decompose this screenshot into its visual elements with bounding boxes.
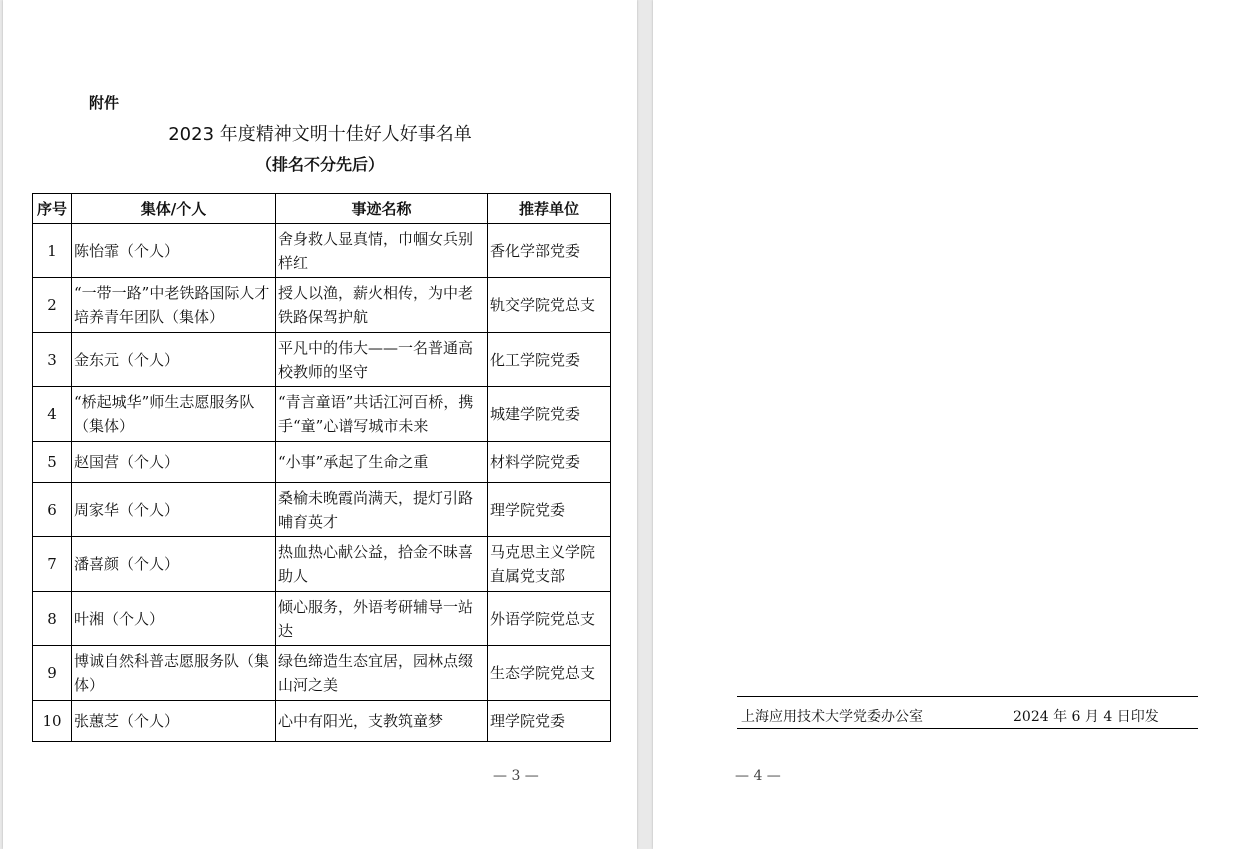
table-row (33, 442, 611, 483)
table-row (33, 224, 611, 278)
row-name: “桥起城华”师生志愿服务队（集体） (72, 387, 276, 442)
row-name: 金东元（个人） (72, 333, 276, 387)
row-no: 10 (33, 701, 72, 742)
table-row (33, 646, 611, 701)
page-number: — 3 — (493, 768, 539, 784)
row-unit: 材料学院党委 (488, 442, 611, 483)
row-name: 博诚自然科普志愿服务队（集体） (72, 646, 276, 701)
table-header-row (33, 194, 611, 224)
table-row (33, 537, 611, 592)
row-no: 1 (33, 224, 72, 278)
table-row (33, 333, 611, 387)
row-no: 4 (33, 387, 72, 442)
row-deed: 绿色缔造生态宜居，园林点缀山河之美 (276, 646, 488, 701)
header-deed: 事迹名称 (276, 194, 488, 224)
row-unit: 马克思主义学院直属党支部 (488, 537, 611, 592)
row-deed: 心中有阳光，支教筑童梦 (276, 701, 488, 742)
row-deed: 热血热心献公益，拾金不昧喜助人 (276, 537, 488, 592)
document-title: 2023 年度精神文明十佳好人好事名单 (168, 124, 472, 145)
row-unit: 生态学院党总支 (488, 646, 611, 701)
row-unit: 外语学院党总支 (488, 592, 611, 646)
row-deed: 授人以渔，薪火相传，为中老铁路保驾护航 (276, 278, 488, 333)
row-deed: 舍身救人显真情，巾帼女兵别样红 (276, 224, 488, 278)
page-number: — 4 — (735, 768, 781, 784)
row-unit: 化工学院党委 (488, 333, 611, 387)
document-subtitle: （排名不分先后） (255, 155, 384, 174)
row-no: 5 (33, 442, 72, 483)
row-unit: 理学院党委 (488, 701, 611, 742)
row-name: 陈怡霏（个人） (72, 224, 276, 278)
row-name: 张蕙芝（个人） (72, 701, 276, 742)
table-row (33, 592, 611, 646)
row-name: 叶湘（个人） (72, 592, 276, 646)
row-name: 赵国营（个人） (72, 442, 276, 483)
header-no: 序号 (33, 194, 72, 224)
row-name: 周家华（个人） (72, 483, 276, 537)
row-no: 9 (33, 646, 72, 701)
table-row (33, 483, 611, 537)
issue-date: 2024 年 6 月 4 日印发 (1013, 709, 1159, 725)
header-name: 集体/个人 (72, 194, 276, 224)
row-no: 8 (33, 592, 72, 646)
row-unit: 理学院党委 (488, 483, 611, 537)
attachment-label: 附件 (89, 94, 120, 112)
table-row (33, 278, 611, 333)
row-deed: “青言童语”共话江河百桥，携手“童”心谱写城市未来 (276, 387, 488, 442)
row-unit: 香化学部党委 (488, 224, 611, 278)
document-page-3 (3, 0, 637, 849)
row-deed: “小事”承起了生命之重 (276, 442, 488, 483)
row-name: “一带一路”中老铁路国际人才培养青年团队（集体） (72, 278, 276, 333)
row-deed: 平凡中的伟大——一名普通高校教师的坚守 (276, 333, 488, 387)
row-no: 7 (33, 537, 72, 592)
row-deed: 桑榆未晚霞尚满天，提灯引路哺育英才 (276, 483, 488, 537)
row-no: 6 (33, 483, 72, 537)
row-no: 3 (33, 333, 72, 387)
document-page-4 (653, 0, 1241, 849)
row-unit: 城建学院党委 (488, 387, 611, 442)
footer-bottom-rule (737, 728, 1198, 729)
table-row (33, 701, 611, 742)
issuing-office: 上海应用技术大学党委办公室 (741, 709, 923, 725)
header-unit: 推荐单位 (488, 194, 611, 224)
row-no: 2 (33, 278, 72, 333)
row-deed: 倾心服务，外语考研辅导一站达 (276, 592, 488, 646)
row-name: 潘喜颜（个人） (72, 537, 276, 592)
footer-top-rule (737, 696, 1198, 697)
honor-list-table (32, 193, 611, 742)
table-row (33, 387, 611, 442)
row-unit: 轨交学院党总支 (488, 278, 611, 333)
